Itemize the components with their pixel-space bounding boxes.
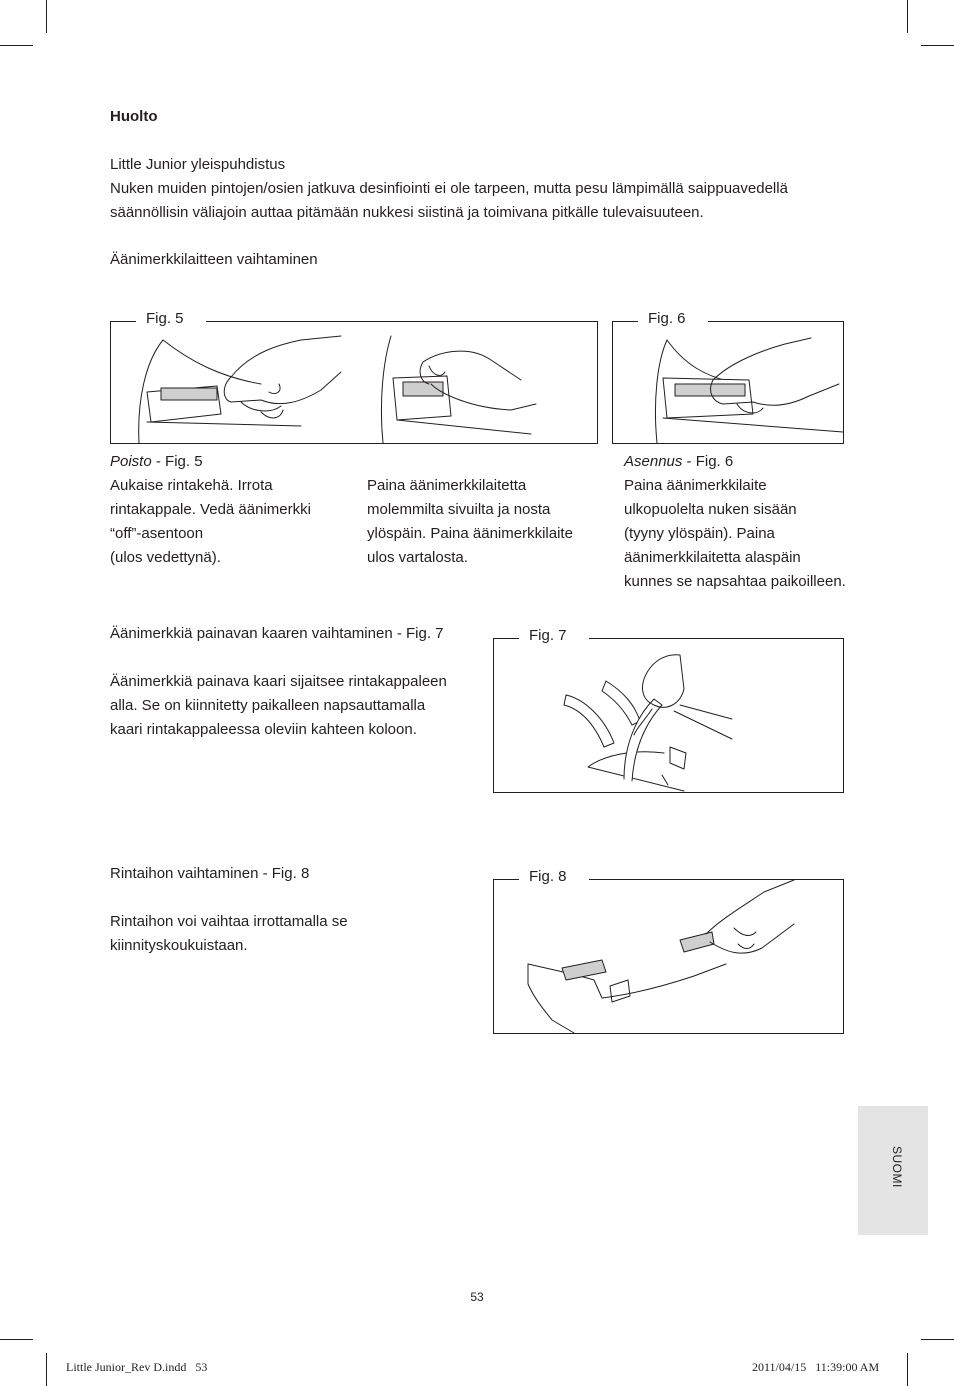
install-line: (tyyny ylöspäin). Paina (624, 525, 775, 542)
middle-line: molemmilta sivuilta ja nosta (367, 501, 551, 518)
crop-mark (0, 1339, 33, 1340)
install-line: äänimerkkilaitetta alaspäin (624, 549, 801, 566)
crop-mark (921, 45, 954, 46)
sound-heading: Äänimerkkilaitteen vaihtaminen (110, 251, 318, 268)
install-title-italic: Asennus (624, 453, 683, 470)
removal-title (110, 450, 203, 474)
install-line: Paina äänimerkkilaite (624, 477, 767, 494)
removal-text (110, 474, 311, 570)
removal-line: Aukaise rintakehä. Irrota (110, 477, 273, 494)
install-title-ref: - Fig. 6 (682, 453, 734, 470)
middle-text (367, 474, 573, 570)
arc-line: alla. Se on kiinnitetty paikalleen napsauttamalla (110, 697, 426, 714)
removal-title-italic: Poisto (110, 453, 152, 470)
arc-text (110, 670, 447, 742)
install-text (624, 474, 846, 594)
section-title: Huolto (110, 108, 158, 125)
arc-line: kaari rintakappaleessa oleviin kahteen koloon. (110, 721, 417, 738)
removal-line: rintakappale. Vedä äänimerkki (110, 501, 311, 518)
arc-heading-ref: - Fig. 7 (392, 625, 444, 642)
figure-7-label: Fig. 7 (519, 626, 589, 646)
general-heading: Little Junior yleispuhdistus (110, 156, 286, 173)
removal-line: (ulos vedettynä). (110, 549, 221, 566)
breast-heading-ref: - Fig. 8 (258, 865, 310, 882)
middle-line: ylöspäin. Paina äänimerkkilaite (367, 525, 573, 542)
breast-line: kiinnityskoukuistaan. (110, 937, 248, 954)
crop-mark (921, 1339, 954, 1340)
figure-6-label: Fig. 6 (638, 309, 708, 329)
middle-line: Paina äänimerkkilaitetta (367, 477, 527, 494)
arc-heading (110, 622, 444, 646)
slug-right: 2011/04/15 11:39:00 AM (752, 1360, 880, 1374)
install-title (624, 450, 733, 474)
install-line: ulkopuolelta nuken sisään (624, 501, 797, 518)
crop-mark (46, 0, 47, 33)
figure-5-illustration (111, 322, 597, 443)
breast-heading (110, 862, 309, 886)
breast-text (110, 910, 348, 958)
removal-title-ref: - Fig. 5 (151, 453, 203, 470)
figure-8-label: Fig. 8 (519, 867, 589, 887)
general-body-line: säännöllisin väliajoin auttaa pitämään nukkesi siistinä ja toimivana pitkälle tulevaisuuteen. (110, 204, 704, 221)
arc-line: Äänimerkkiä painava kaari sijaitsee rintakappaleen (110, 673, 447, 690)
crop-mark (907, 0, 908, 33)
crop-mark (907, 1353, 908, 1386)
middle-line: ulos vartalosta. (367, 549, 468, 566)
language-tab (858, 1106, 928, 1235)
removal-line: “off”-asentoon (110, 525, 204, 542)
crop-mark (46, 1353, 47, 1386)
breast-heading-text: Rintaihon vaihtaminen (110, 865, 259, 882)
figure-5-label: Fig. 5 (136, 309, 206, 329)
page-number: 53 (470, 1290, 484, 1304)
figure-6-illustration (613, 322, 843, 443)
breast-line: Rintaihon voi vaihtaa irrottamalla se (110, 913, 348, 930)
install-line: kunnes se napsahtaa paikoilleen. (624, 573, 846, 590)
figure-8-illustration (494, 880, 843, 1033)
crop-mark (0, 45, 33, 46)
slug-left: Little Junior_Rev D.indd 53 (66, 1360, 208, 1374)
language-tab-label: SUOMI (890, 1146, 904, 1188)
general-body-line: Nuken muiden pintojen/osien jatkuva desinfiointi ei ole tarpeen, mutta pesu lämpimällä saippuavedellä (110, 180, 788, 197)
figure-7-illustration (494, 639, 843, 792)
arc-heading-text: Äänimerkkiä painavan kaaren vaihtaminen (110, 625, 393, 642)
